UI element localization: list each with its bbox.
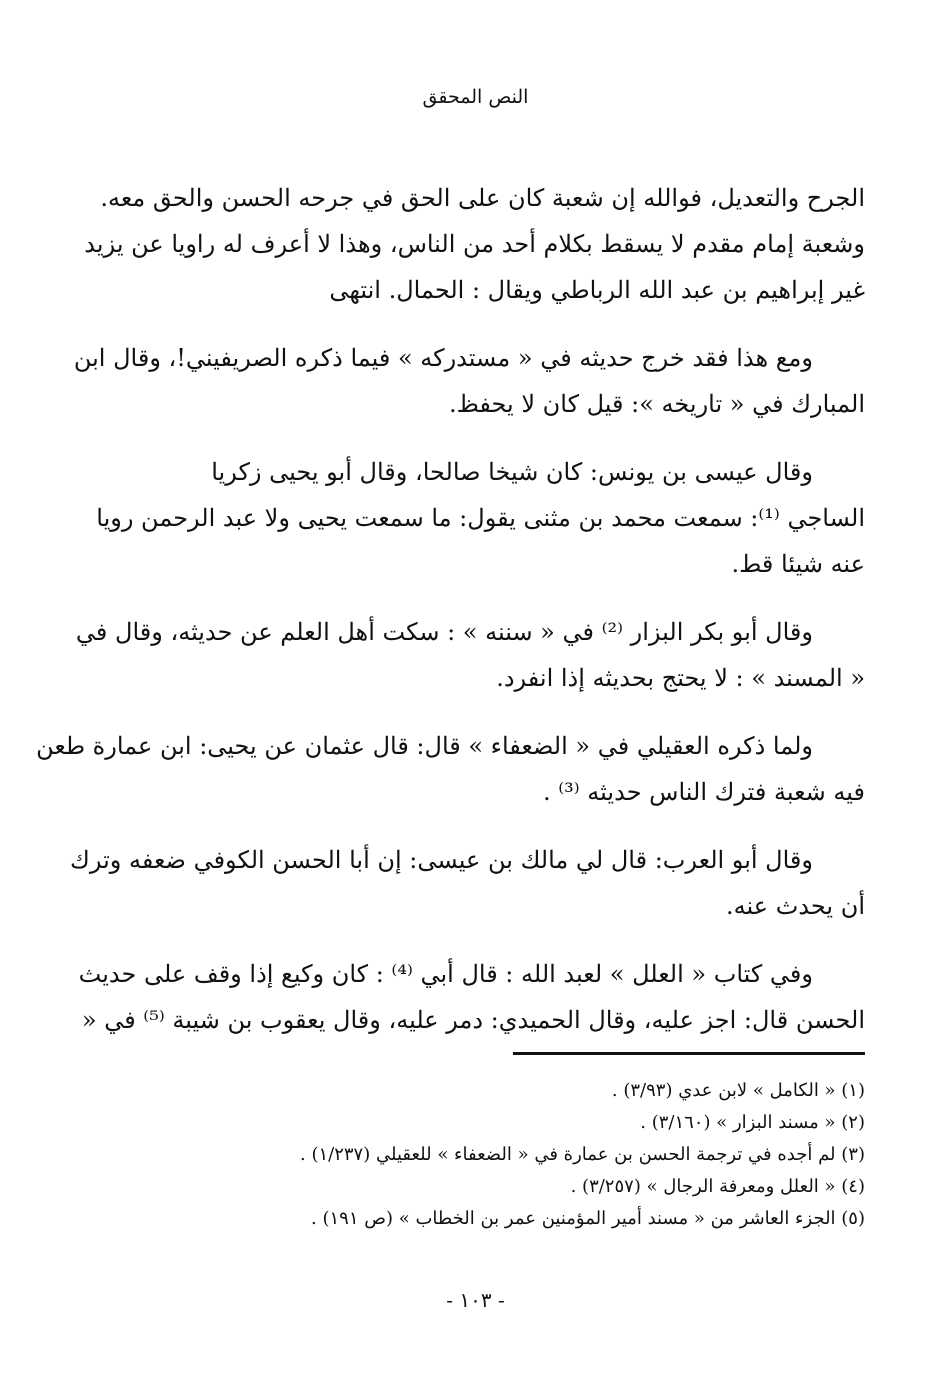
text-line: ولما ذكره العقيلي في « الضعفاء » قال: قال عثمان عن يحيى: ابن عمارة طعن xyxy=(36,732,813,760)
text-line: وفي كتاب « العلل » لعبد الله : قال أبي ⁽⁴⁾ : كان وكيع إذا وقف على حديث xyxy=(78,960,813,988)
text-line: الحسن قال: اجز عليه، وقال الحميدي: دمر عليه، وقال يعقوب بن شيبة ⁽⁵⁾ في « xyxy=(81,1006,865,1034)
footnote: (٤) « العلل ومعرفة الرجال » (٣/٢٥٧) . xyxy=(570,1176,865,1197)
paragraph xyxy=(36,723,865,815)
page-number: - ١٠٣ - xyxy=(446,1288,505,1312)
text-line: عنه شيئا قط. xyxy=(731,550,865,578)
paragraph xyxy=(75,609,865,701)
footnote-separator xyxy=(513,1052,865,1055)
running-head: النص المحقق xyxy=(422,86,529,108)
text-line: وقال أبو بكر البزار ⁽²⁾ في « سننه » : سكت أهل العلم عن حديثه، وقال في xyxy=(75,618,813,646)
text-line: فيه شعبة فترك الناس حديثه ⁽³⁾ . xyxy=(543,778,865,806)
paragraph xyxy=(85,175,865,313)
text-line: الساجي ⁽¹⁾: سمعت محمد بن مثنى يقول: ما سمعت يحيى ولا عبد الرحمن رويا xyxy=(96,504,865,532)
footnote: (٢) « مسند البزار » (٣/١٦٠) . xyxy=(640,1112,865,1133)
text-line: غير إبراهيم بن عبد الله الرباطي ويقال : الحمال. انتهى xyxy=(329,276,865,304)
text-line: « المسند » : لا يحتج بحديثه إذا انفرد. xyxy=(496,664,865,692)
main-text xyxy=(36,175,865,1065)
text-line: وقال عيسى بن يونس: كان شيخا صالحا، وقال أبو يحيى زكريا xyxy=(211,458,813,486)
footnotes xyxy=(85,1075,865,1235)
text-line: وشعبة إمام مقدم لا يسقط بكلام أحد من الناس، وهذا لا أعرف له راويا عن يزيد xyxy=(84,230,865,258)
footnote: (١) « الكامل » لابن عدي (٣/٩٣) . xyxy=(611,1080,865,1101)
text-line: أن يحدث عنه. xyxy=(726,892,865,920)
paragraph xyxy=(70,837,865,929)
text-line: ومع هذا فقد خرج حديثه في « مستدركه » فيما ذكره الصريفيني!، وقال ابن xyxy=(73,344,813,372)
text-line: المبارك في « تاريخه »: قيل كان لا يحفظ. xyxy=(448,390,865,418)
paragraph xyxy=(85,449,865,587)
text-line: وقال أبو العرب: قال لي مالك بن عيسى: إن أبا الحسن الكوفي ضعفه وترك xyxy=(70,846,813,874)
text-line: الجرح والتعديل، فوالله إن شعبة كان على الحق في جرحه الحسن والحق معه. xyxy=(100,184,865,212)
paragraph xyxy=(73,335,865,427)
footnote: (٣) لم أجده في ترجمة الحسن بن عمارة في « الضعفاء » للعقيلي (١/٢٣٧) . xyxy=(300,1144,865,1165)
footnote: (٥) الجزء العاشر من « مسند أمير المؤمنين عمر بن الخطاب » (ص ١٩١) . xyxy=(311,1208,865,1229)
paragraph xyxy=(78,951,865,1043)
